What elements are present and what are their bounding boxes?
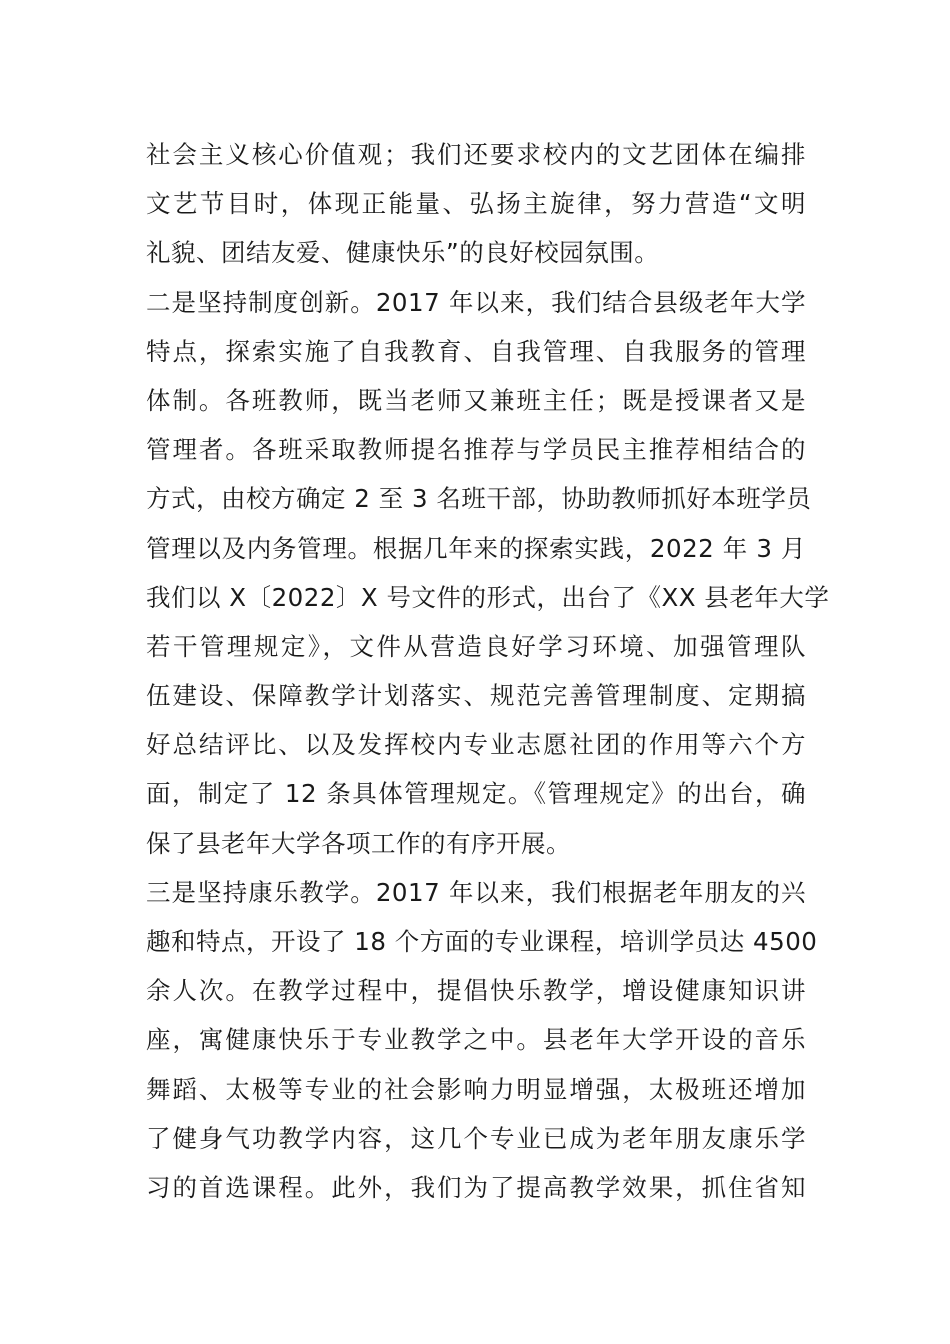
text-line: 文艺节目时，体现正能量、弘扬主旋律，努力营造“文明	[146, 189, 806, 219]
text-line: 余人次。在教学过程中，提倡快乐教学，增设健康知识讲	[146, 976, 806, 1006]
text-line: 了健身气功教学内容，这几个专业已成为老年朋友康乐学	[146, 1123, 806, 1153]
body-text	[146, 130, 830, 1212]
text-line: 我们以 X〔2022〕X 号文件的形式，出台了《XX 县老年大学	[146, 582, 830, 612]
text-line: 管理以及内务管理。根据几年来的探索实践，2022 年 3 月	[146, 533, 806, 563]
text-line: 方式，由校方确定 2 至 3 名班干部，协助教师抓好本班学员	[146, 484, 812, 514]
text-line: 伍建设、保障教学计划落实、规范完善管理制度、定期搞	[146, 681, 806, 711]
text-line: 管理者。各班采取教师提名推荐与学员民主推荐相结合的	[146, 435, 806, 465]
text-line: 二是坚持制度创新。2017 年以来，我们结合县级老年大学	[146, 287, 806, 317]
text-line: 若干管理规定》，文件从营造良好学习环境、加强管理队	[146, 631, 806, 661]
text-line: 舞蹈、太极等专业的社会影响力明显增强，太极班还增加	[146, 1074, 806, 1104]
text-line: 习的首选课程。此外，我们为了提高教学效果，抓住省知	[146, 1172, 806, 1202]
text-line: 座，寓健康快乐于专业教学之中。县老年大学开设的音乐	[146, 1025, 806, 1055]
text-line: 趣和特点，开设了 18 个方面的专业课程，培训学员达 4500	[146, 927, 818, 956]
text-line: 好总结评比、以及发挥校内专业志愿社团的作用等六个方	[146, 730, 806, 760]
text-line: 面，制定了 12 条具体管理规定。《管理规定》的出台，确	[146, 779, 806, 809]
text-line: 三是坚持康乐教学。2017 年以来，我们根据老年朋友的兴	[146, 877, 806, 907]
text-line: 保了县老年大学各项工作的有序开展。	[146, 828, 571, 858]
text-line: 社会主义核心价值观；我们还要求校内的文艺团体在编排	[146, 140, 806, 169]
text-line: 特点，探索实施了自我教育、自我管理、自我服务的管理	[146, 336, 806, 366]
text-line: 体制。各班教师，既当老师又兼班主任；既是授课者又是	[146, 385, 806, 415]
text-line: 礼貌、团结友爱、健康快乐”的良好校园氛围。	[146, 238, 660, 268]
